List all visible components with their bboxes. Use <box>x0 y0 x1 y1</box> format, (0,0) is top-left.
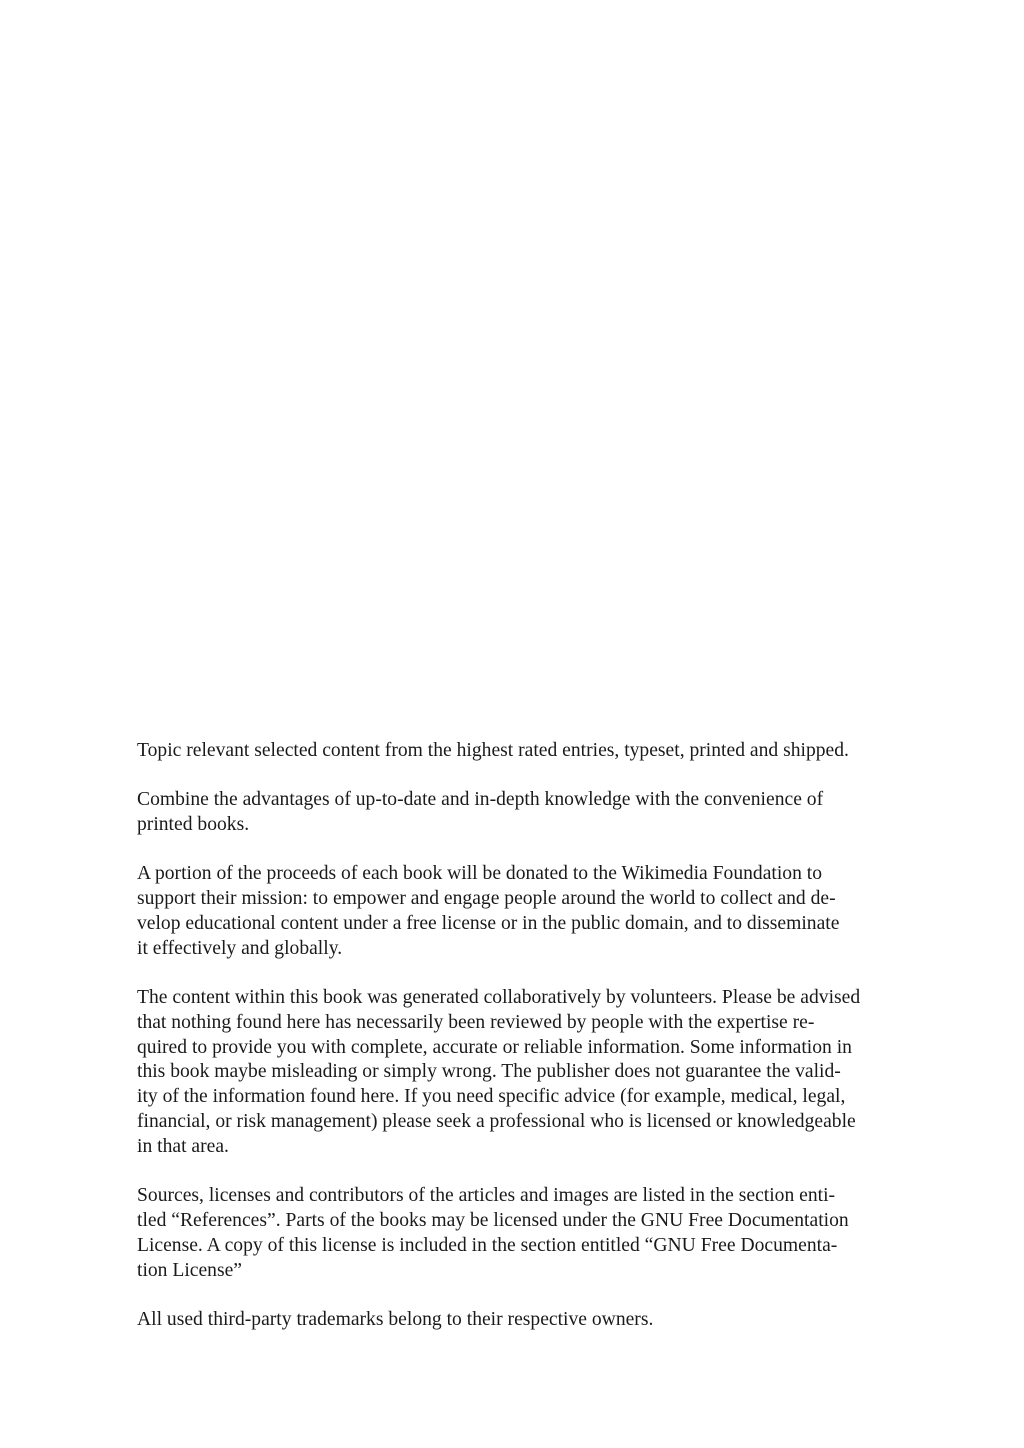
paragraph-content-disclaimer <box>137 986 892 1160</box>
paragraph-sources-licenses <box>137 1184 892 1283</box>
text-line: support their mission: to empower and engage people around the world to collect and de- <box>137 888 836 910</box>
paragraph-wikimedia-donation <box>137 862 892 961</box>
text-line: Sources, licenses and contributors of the articles and images are listed in the section enti- <box>137 1185 836 1207</box>
text-line: tled “References”. Parts of the books may be licensed under the GNU Free Documentation <box>137 1209 849 1231</box>
text-line: it effectively and globally. <box>137 937 343 959</box>
text-line: tion License” <box>137 1259 243 1281</box>
text-line: that nothing found here has necessarily been reviewed by people with the expertise re- <box>137 1011 815 1033</box>
text-line: quired to provide you with complete, accurate or reliable information. Some information in <box>137 1036 852 1058</box>
text-line: All used third-party trademarks belong to their respective owners. <box>137 1308 654 1330</box>
text-line: Combine the advantages of up-to-date and in-depth knowledge with the convenience of <box>137 789 824 811</box>
paragraph-trademarks <box>137 1308 892 1333</box>
text-line: this book maybe misleading or simply wrong. The publisher does not guarantee the valid- <box>137 1061 841 1083</box>
text-line: financial, or risk management) please seek a professional who is licensed or knowledgeable <box>137 1111 856 1133</box>
text-line: License. A copy of this license is included in the section entitled “GNU Free Documenta- <box>137 1234 838 1256</box>
disclaimer-text-block <box>137 739 892 1357</box>
text-line: Topic relevant selected content from the highest rated entries, typeset, printed and shipped. <box>137 740 849 761</box>
text-line: in that area. <box>137 1135 229 1157</box>
text-line: ity of the information found here. If you need specific advice (for example, medical, legal, <box>137 1086 846 1108</box>
text-line: printed books. <box>137 814 250 836</box>
paragraph-topic-relevant <box>137 739 892 764</box>
text-line: velop educational content under a free license or in the public domain, and to disseminate <box>137 912 840 934</box>
paragraph-combine-advantages <box>137 788 892 838</box>
text-line: The content within this book was generated collaboratively by volunteers. Please be advised <box>137 987 861 1009</box>
text-line: A portion of the proceeds of each book will be donated to the Wikimedia Foundation to <box>137 863 823 885</box>
